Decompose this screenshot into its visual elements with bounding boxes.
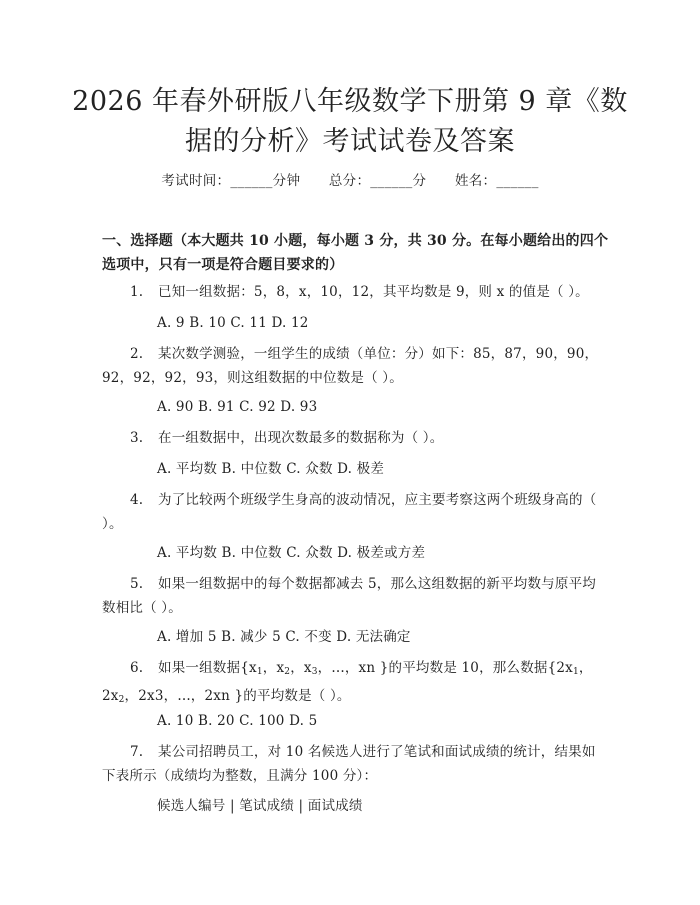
table-header: 候选人编号 | 笔试成绩 | 面试成绩 [157, 798, 363, 814]
options-text: A. 90 B. 91 C. 92 D. 93 [157, 399, 318, 415]
question-4 [102, 488, 604, 536]
question-number: 2. [130, 346, 144, 362]
question-7 [102, 740, 604, 788]
question-5-options [157, 627, 411, 647]
question-text: 已知一组数据：5，8，x，10，12，其平均数是 9，则 x 的值是（ ）。 [158, 284, 589, 300]
question-text: 为了比较两个班级学生身高的波动情况，应主要考察这两个班级身高的（ ）。 [102, 492, 597, 532]
question-text-part: ，2x3，...，2xn }的平均数是（ ）。 [124, 688, 351, 704]
options-text: A. 9 B. 10 C. 11 D. 12 [157, 315, 309, 331]
subscript: 2 [284, 667, 291, 677]
exam-meta [0, 169, 700, 189]
question-3 [102, 426, 604, 450]
subscript: 1 [256, 667, 263, 677]
options-text: A. 平均数 B. 中位数 C. 众数 D. 极差 [157, 461, 385, 477]
question-number: 4. [130, 492, 144, 508]
total-score: 总分：______分 [328, 173, 427, 189]
question-2-options [157, 397, 317, 417]
subscript: 2 [118, 695, 125, 705]
question-3-options [157, 459, 384, 479]
subscript: 1 [572, 667, 579, 677]
question-number: 5. [130, 576, 144, 592]
question-1 [102, 280, 604, 304]
options-text: A. 10 B. 20 C. 100 D. 5 [157, 713, 318, 729]
section-heading: 一、选择题（本大题共 10 小题，每小题 3 分，共 30 分。在每小题给出的四个选项中，只有一项是符合题目要求的） [102, 233, 609, 273]
question-text: 某公司招聘员工，对 10 名候选人进行了笔试和面试成绩的统计，结果如下表所示（成绩均为整数，且满分 100 分）： [102, 744, 596, 784]
question-1-options [157, 313, 309, 333]
question-5 [102, 572, 604, 620]
subscript: 3 [311, 667, 318, 677]
question-4-options [157, 543, 425, 563]
question-number: 6. [130, 660, 144, 676]
question-6-options [157, 711, 317, 731]
options-text: A. 平均数 B. 中位数 C. 众数 D. 极差或方差 [157, 545, 426, 561]
question-text: 在一组数据中，出现次数最多的数据称为（ ）。 [158, 430, 444, 446]
question-text-part: ，x [262, 660, 285, 676]
question-text-part: 如果一组数据{x [158, 660, 257, 676]
question-number: 7. [130, 744, 144, 760]
question-text-part: ，...，xn }的平均数是 10，那么数据{2x [317, 660, 573, 676]
student-name: 姓名：______ [454, 173, 539, 189]
title-line-1: 2026 年春外研版八年级数学下册第 9 章《数 [72, 86, 628, 117]
question-6 [102, 656, 604, 712]
question-2 [102, 342, 604, 390]
title-line-2: 据的分析》考试试卷及答案 [185, 126, 515, 157]
question-text: 某次数学测验，一组学生的成绩（单位：分）如下：85，87，90，90，92，92，92，93，则这组数据的中位数是（ ）。 [102, 346, 599, 386]
question-text: 如果一组数据中的每个数据都减去 5，那么这组数据的新平均数与原平均数相比（ ）。 [102, 576, 596, 616]
exam-time: 考试时间：______分钟 [161, 173, 301, 189]
options-text: A. 增加 5 B. 减少 5 C. 不变 D. 无法确定 [157, 629, 411, 645]
question-text-part: ，2x [102, 660, 593, 704]
page-title [60, 82, 640, 162]
question-number: 3. [130, 430, 144, 446]
question-number: 1. [130, 284, 144, 300]
question-text-part: ，x [290, 660, 312, 676]
